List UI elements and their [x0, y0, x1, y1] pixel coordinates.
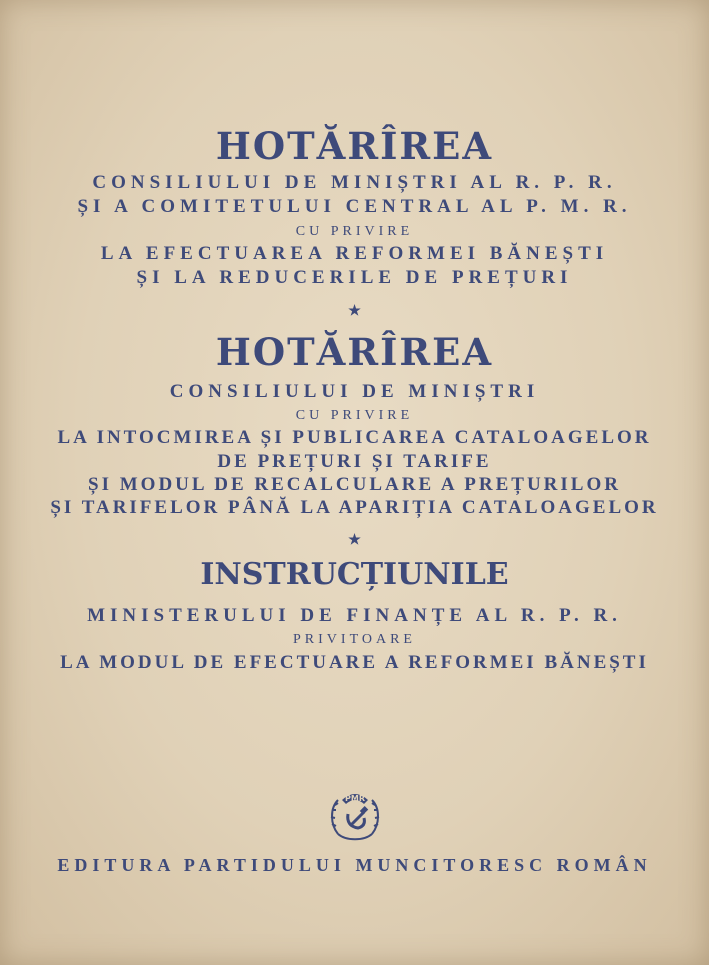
section2-title: HOTĂRÎREA — [215, 330, 494, 374]
section3-line-1: MINISTERULUI DE FINANȚE AL R. P. R. — [87, 605, 622, 626]
section2-line-6: ȘI TARIFELOR PÂNĂ LA APARIȚIA CATALOAGELOR — [50, 497, 659, 518]
section1-line-3: CU PRIVIRE — [295, 224, 414, 239]
section1-line-5: ȘI LA REDUCERILE DE PREȚURI — [136, 267, 573, 288]
section1-title: HOTĂRÎREA — [215, 124, 494, 168]
hammer-sickle-wreath-icon — [328, 786, 382, 844]
section2-line-3: LA INTOCMIREA ȘI PUBLICAREA CATALOAGELOR — [57, 427, 652, 448]
separator-star-1: ★ — [348, 303, 361, 319]
section2-line-1: CONSILIULUI DE MINIȘTRI — [169, 381, 540, 402]
section1-line-1: CONSILIULUI DE MINIȘTRI AL R. P. R. — [92, 172, 617, 193]
section3-line-2: PRIVITOARE — [293, 632, 416, 647]
separator-star-2: ★ — [348, 532, 361, 548]
section1-line-4: LA EFECTUAREA REFORMEI BĂNEȘTI — [100, 243, 609, 264]
emblem-text: PMR — [345, 794, 365, 803]
section2-line-2: CU PRIVIRE — [295, 408, 414, 423]
section2-line-4: DE PREȚURI ȘI TARIFE — [217, 451, 492, 472]
section3-title: INSTRUCȚIUNILE — [200, 557, 509, 592]
section3-line-3: LA MODUL DE EFECTUARE A REFORMEI BĂNEȘTI — [60, 652, 649, 673]
publisher: EDITURA PARTIDULUI MUNCITORESC ROMÂN — [57, 855, 652, 875]
section2-line-5: ȘI MODUL DE RECALCULARE A PREȚURILOR — [88, 474, 621, 495]
section1-line-2: ȘI A COMITETULUI CENTRAL AL P. M. R. — [77, 196, 632, 217]
